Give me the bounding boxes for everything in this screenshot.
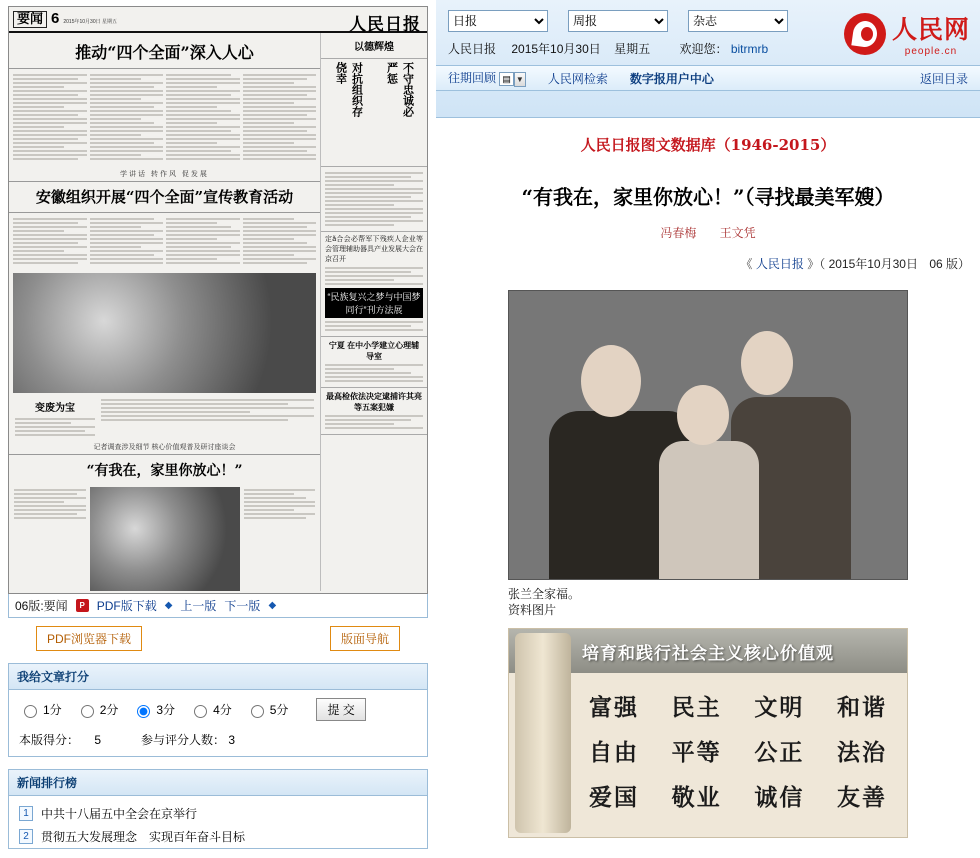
list-item[interactable] — [19, 825, 421, 848]
newspaper-masthead — [9, 7, 427, 33]
next-page-link[interactable]: 下一版 — [224, 599, 261, 613]
value-word: 自由 — [589, 739, 639, 766]
ranking-panel-title: 新闻排行榜 — [9, 770, 427, 796]
source-date: 2015年10月30日 — [828, 257, 918, 271]
archive-link[interactable]: 往期回顾 — [448, 71, 497, 86]
source-page: 06 版） — [929, 257, 970, 271]
newspaper-masthead-title: 人民日报 — [349, 15, 421, 35]
article-source-line — [436, 243, 980, 272]
newspaper-photo-1 — [13, 273, 316, 393]
current-page-label: 06版:要闻 — [15, 599, 68, 613]
paper-name: 人民日报 — [448, 42, 497, 56]
rating-radio-1[interactable] — [24, 705, 37, 718]
newspaper-side-block-1: 定ă合会必帮军下残疾人企业等会管理辅助器具产业发展大会在京召开 “民族复兴之梦与中国梦同行”刊方法展 — [321, 232, 427, 337]
newspaper-side-vertical-headline: 对抗组织存侥幸 不守忠诚必严惩 — [321, 59, 427, 167]
source-publication: 人民日报 — [755, 257, 804, 271]
newspaper-body — [9, 33, 427, 591]
back-to-index-link[interactable]: 返回目录 — [919, 71, 968, 86]
section-date: 2015年10月30日 星期五 — [63, 19, 117, 25]
search-link[interactable]: 人民网检索 — [547, 71, 608, 86]
weekly-select[interactable] — [568, 10, 668, 32]
newspaper-side-strip: “民族复兴之梦与中国梦同行”刊方法展 — [325, 288, 423, 318]
list-item[interactable] — [19, 802, 421, 825]
next-arrow-icon: ◆ — [268, 600, 277, 611]
rating-summary — [19, 731, 417, 748]
banner-row-2 — [589, 728, 901, 773]
magazine-select[interactable] — [688, 10, 788, 32]
rank-title[interactable]: 贯彻五大发展理念 实现百年奋斗目标 — [41, 830, 246, 844]
rating-radio-3[interactable] — [137, 705, 150, 718]
rank-number: 2 — [19, 829, 33, 844]
digital-user-center-link[interactable]: 数字报用户中心 — [629, 71, 714, 86]
newspaper-note-line: 记者调查涉及细节 核心价值观普及研讨座谈会 — [93, 444, 236, 451]
chevron-down-icon[interactable]: ▼ — [514, 72, 526, 87]
rating-option-1[interactable]: 1分 — [19, 701, 62, 718]
pdf-browser-download-button[interactable]: PDF浏览器下载 — [36, 626, 142, 651]
site-header — [436, 0, 980, 118]
logo-en-text: people.cn — [904, 46, 958, 57]
section-label: 要闻 — [13, 11, 47, 28]
value-word: 法治 — [836, 739, 887, 766]
rating-panel — [8, 663, 428, 757]
caption-line-1: 张兰全家福。 — [508, 587, 581, 601]
site-navbar — [436, 65, 980, 91]
newspaper-section — [13, 10, 117, 28]
rating-radio-4[interactable] — [194, 705, 207, 718]
rating-option-5[interactable]: 5分 — [246, 701, 289, 718]
newspaper-side-block-3: 最高检依法决定逮捕许其亮等五案犯嫌 — [321, 388, 427, 435]
newspaper-text-block-2 — [9, 213, 320, 269]
left-column — [0, 0, 436, 858]
value-word: 富强 — [589, 694, 639, 721]
ranking-panel — [8, 769, 428, 849]
rank-title[interactable]: 中共十八届五中全会在京举行 — [41, 807, 198, 821]
archive-mini-select[interactable]: ▤ — [499, 72, 514, 86]
username: bitrmrb — [730, 42, 769, 56]
rating-radio-2[interactable] — [81, 705, 94, 718]
rating-option-3[interactable]: 3分 — [132, 701, 175, 718]
rating-panel-body — [9, 690, 427, 756]
article-photo — [508, 290, 908, 580]
daily-select[interactable] — [448, 10, 548, 32]
newspaper-headline-2: 安徽组织开展“四个全面”宣传教育活动 — [9, 181, 320, 213]
newspaper-photo-2 — [90, 487, 240, 591]
prev-arrow-icon: ◆ — [164, 600, 173, 611]
archive-group[interactable] — [448, 69, 526, 86]
banner-row-3 — [589, 773, 901, 818]
rating-submit-button[interactable]: 提 交 — [316, 698, 365, 721]
rating-option-2[interactable]: 2分 — [76, 701, 119, 718]
ranking-list — [9, 796, 427, 848]
page-navigation-button[interactable]: 版面导航 — [330, 626, 400, 651]
value-word: 公正 — [754, 739, 805, 766]
caption-line-2: 资料图片 — [508, 603, 557, 617]
value-word: 敬业 — [671, 784, 722, 811]
right-column — [436, 0, 980, 858]
core-values-banner — [508, 628, 908, 838]
database-title: 人民日报图文数据库（1946-2015） — [580, 136, 836, 154]
rating-radio-5[interactable] — [251, 705, 264, 718]
value-word: 民主 — [671, 694, 722, 721]
newspaper-side-text — [321, 167, 427, 232]
newspaper-headline-1: 推动“四个全面”深入人心 — [9, 33, 320, 69]
newspaper-button-row — [8, 618, 428, 651]
value-word: 友善 — [836, 784, 887, 811]
people-logo-text — [892, 10, 970, 57]
issue-date: 2015年10月30日 — [511, 42, 601, 56]
article-authors — [436, 216, 980, 243]
value-word: 文明 — [754, 694, 805, 721]
pdf-download-link[interactable]: PDF版下载 — [96, 599, 157, 613]
author-1: 冯春梅 — [660, 226, 697, 240]
value-word: 爱国 — [589, 784, 639, 811]
prev-page-link[interactable]: 上一版 — [180, 599, 217, 613]
welcome-label: 欢迎您： — [679, 42, 728, 56]
people-logo-icon — [844, 13, 886, 55]
newspaper-side-column — [321, 33, 427, 591]
newspaper-side-block-2: 宁夏 在中小学建立心理辅导室 — [321, 337, 427, 388]
newspaper-headline-3: “有我在，家里你放心！” — [9, 454, 320, 484]
newspaper-subhead: 学讲话 转作风 促发展 — [120, 171, 209, 178]
value-word: 平等 — [671, 739, 722, 766]
logo-cn-text: 人民网 — [891, 15, 970, 44]
source-suffix: 》（ — [807, 257, 826, 271]
issue-weekday: 星期五 — [614, 42, 651, 56]
pdf-icon: P — [76, 599, 89, 612]
newspaper-text-block-1 — [9, 69, 320, 165]
people-cn-logo[interactable] — [844, 10, 970, 57]
section-page-number: 6 — [51, 10, 60, 27]
article-photo-caption — [508, 586, 908, 618]
pillar-decoration — [515, 633, 571, 833]
source-prefix: 《 — [740, 257, 753, 271]
value-word: 和谐 — [836, 694, 887, 721]
rank-number: 1 — [19, 806, 33, 821]
newspaper-side-title: 以德辉煌 — [321, 33, 427, 59]
value-word: 诚信 — [754, 784, 805, 811]
rating-panel-title: 我给文章打分 — [9, 664, 427, 690]
newspaper-main-column — [9, 33, 321, 591]
rating-option-4[interactable]: 4分 — [189, 701, 232, 718]
author-2: 王文凭 — [719, 226, 756, 240]
article-title: “有我在，家里你放心！”（寻找最美军嫂） — [521, 185, 895, 209]
banner-title: 培育和践行社会主义核心价值观 — [582, 643, 834, 664]
newspaper-page-image[interactable] — [8, 6, 428, 594]
banner-row-1 — [589, 683, 901, 728]
participant-count: 参与评分人数： 3 — [141, 733, 236, 747]
rating-options — [19, 698, 417, 721]
newspaper-toolbar — [8, 594, 428, 618]
version-score: 本版得分： 5 — [19, 733, 102, 747]
newspaper-photo-caption-title: 变废为宝 — [35, 403, 75, 414]
